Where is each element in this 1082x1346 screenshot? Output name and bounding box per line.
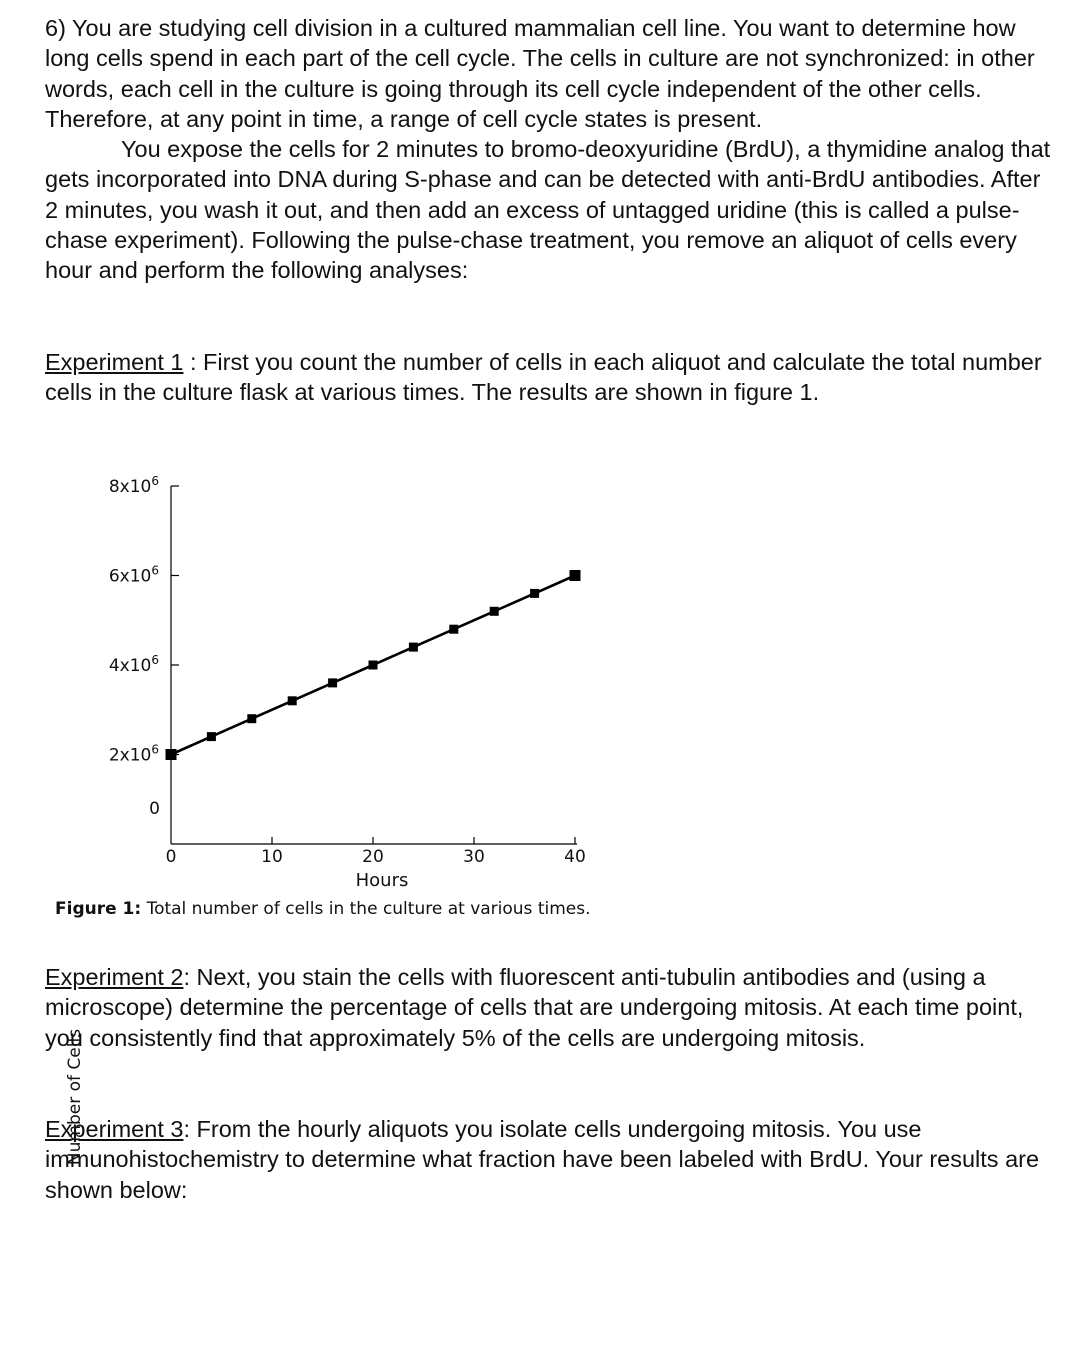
y-axis-label: Number of Cells xyxy=(65,1028,85,1166)
caption-label: Figure 1: xyxy=(55,899,142,919)
experiment-2-label: Experiment 2 xyxy=(45,964,184,990)
experiment-1-label: Experiment 1 xyxy=(45,349,184,375)
x-axis-label: Hours xyxy=(355,870,409,891)
caption-text: Total number of cells in the culture at various times. xyxy=(141,899,591,919)
x-tick-label: 10 xyxy=(261,847,283,867)
y-tick-label: $6x10^6$ xyxy=(108,563,159,587)
experiment-3-label: Experiment 3 xyxy=(45,1116,184,1142)
data-point xyxy=(328,678,337,687)
data-point xyxy=(166,749,177,760)
y-tick-label: $2x10^6$ xyxy=(108,742,159,766)
data-point xyxy=(369,661,378,670)
data-point xyxy=(409,643,418,652)
series-markers xyxy=(166,570,581,760)
y-tick-label: $8x10^6$ xyxy=(108,474,159,497)
y-axis-ticks xyxy=(109,474,179,819)
data-point xyxy=(449,625,458,634)
data-point xyxy=(530,589,539,598)
figure-1-caption xyxy=(55,899,591,919)
data-point xyxy=(490,607,499,616)
experiment-1-text: : First you count the number of cells in each aliquot and calculate the total number cells in the culture flask at various times. The results are shown in figure 1. xyxy=(45,349,1042,406)
data-point xyxy=(207,732,216,741)
experiment-2-text: : Next, you stain the cells with fluorescent anti-tubulin antibodies and (using a microscope) determine the percentage of cells that are undergoing mitosis. At each time point, you consistently find that approximately 5% of the cells are undergoing mitosis. xyxy=(45,964,1024,1051)
experiment-1-paragraph xyxy=(45,347,1055,408)
experiment-2-paragraph xyxy=(45,962,1055,1053)
y-tick-label: 0 xyxy=(149,799,160,819)
experiment-3-text: : From the hourly aliquots you isolate cells undergoing mitosis. You use immunohistochemistry to determine what fraction have been labeled with BrdU. Your results are shown below: xyxy=(45,1116,1040,1203)
x-tick-label: 30 xyxy=(463,847,485,867)
question-intro: 6) You are studying cell division in a cultured mammalian cell line. You want to determine how long cells spend in each part of the cell cycle. The cells in culture are not synchronized: in other words, each cell in the culture is going through its cell cycle independent of the other cells. Therefore, at any point in time, a range of cell cycle states is present. You expose the cells for 2 minutes to bromo-deoxyuridine (BrdU), a thymidine analog that gets incorporated into DNA during S-phase and can be detected with anti-BrdU antibodies. After 2 minutes, you wash it out, and then add an excess of untagged uridine (this is called a pulse-chase experiment). Following the pulse-chase treatment, you remove an aliquot of cells every hour and perform the following analyses: xyxy=(45,15,1051,284)
experiment-3-paragraph xyxy=(45,1114,1055,1205)
x-tick-label: 0 xyxy=(165,847,177,867)
data-point xyxy=(288,696,297,705)
x-axis-ticks xyxy=(166,837,586,867)
x-tick-label: 40 xyxy=(564,847,586,867)
x-tick-label: 20 xyxy=(362,847,384,867)
data-point xyxy=(570,570,581,581)
y-tick-label: $4x10^6$ xyxy=(108,653,159,676)
data-point xyxy=(247,714,256,723)
